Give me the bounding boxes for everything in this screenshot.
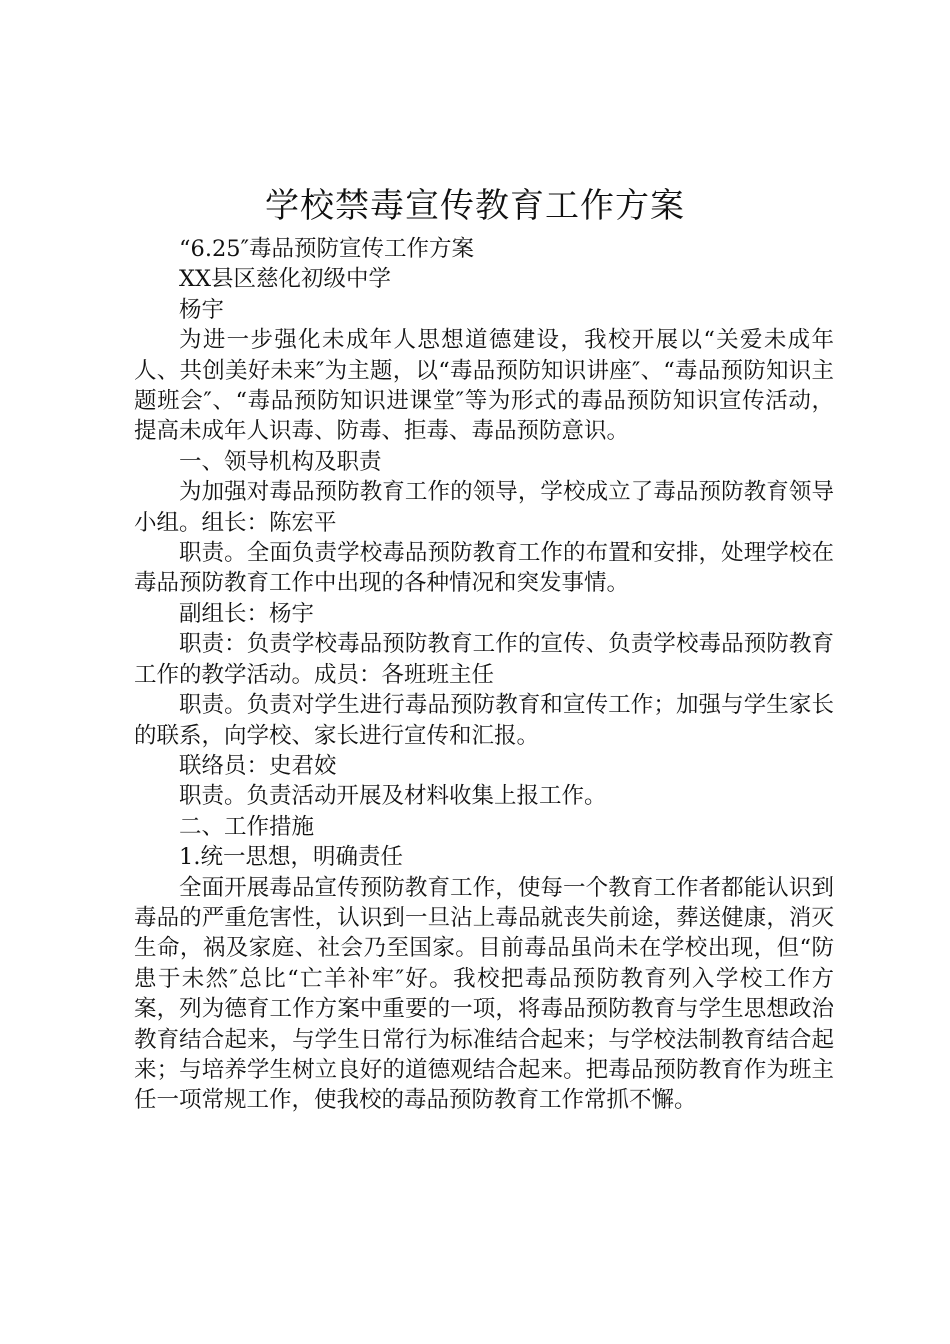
body-paragraph: 联络员：史君姣	[179, 752, 337, 779]
body-paragraph: 职责。负责对学生进行毒品预防教育和宣传工作；加强与学生家长的联系，向学校、家长进行宣传和汇报。	[134, 692, 834, 749]
author-paragraph: 杨宇	[179, 296, 225, 323]
subtitle-paragraph: “6.25″毒品预防宣传工作方案	[179, 236, 475, 262]
body-paragraph: 为加强对毒品预防教育工作的领导，学校成立了毒品预防教育领导小组。组长：陈宏平	[134, 479, 834, 536]
intro-paragraph: 为进一步强化未成年人思想道德建设，我校开展以“关爱未成年人、共创美好未来″为主题，以“毒品预防知识讲座″、“毒品预防知识主题班会″、“毒品预防知识进课堂″等为形式的毒品预防知识宣传活动，提高未成年人识毒、防毒、拒毒、毒品预防意识。	[134, 327, 834, 445]
document-body	[134, 234, 834, 1116]
body-paragraph: 职责：负责学校毒品预防教育工作的宣传、负责学校毒品预防教育工作的教学活动。成员：各班班主任	[134, 631, 834, 688]
body-paragraph: 全面开展毒品宣传预防教育工作，使每一个教育工作者都能认识到毒品的严重危害性，认识到一旦沾上毒品就丧失前途，葬送健康，消灭生命，祸及家庭、社会乃至国家。目前毒品虽尚未在学校出现，但“防患于未然″总比“亡羊补牢″好。我校把毒品预防教育列入学校工作方案，列为德育工作方案中重要的一项，将毒品预防教育与学生思想政治教育结合起来，与学生日常行为标准结合起来；与学校法制教育结合起来；与培养学生树立良好的道德观结合起来。把毒品预防教育作为班主任一项常规工作，使我校的毒品预防教育工作常抓不懈。	[134, 874, 834, 1114]
subsection-heading: 1.统一思想，明确责任	[179, 844, 403, 871]
body-paragraph: 副组长：杨宇	[179, 600, 315, 627]
school-name-paragraph: XX县区慈化初级中学	[179, 266, 392, 293]
body-paragraph: 职责。全面负责学校毒品预防教育工作的布置和安排，处理学校在毒品预防教育工作中出现的各种情况和突发事情。	[134, 540, 834, 597]
document-title: 学校禁毒宣传教育工作方案	[265, 186, 685, 226]
body-paragraph: 职责。负责活动开展及材料收集上报工作。	[179, 783, 607, 810]
section-heading-2: 二、工作措施	[179, 813, 315, 840]
section-heading-1: 一、领导机构及职责	[179, 448, 382, 475]
